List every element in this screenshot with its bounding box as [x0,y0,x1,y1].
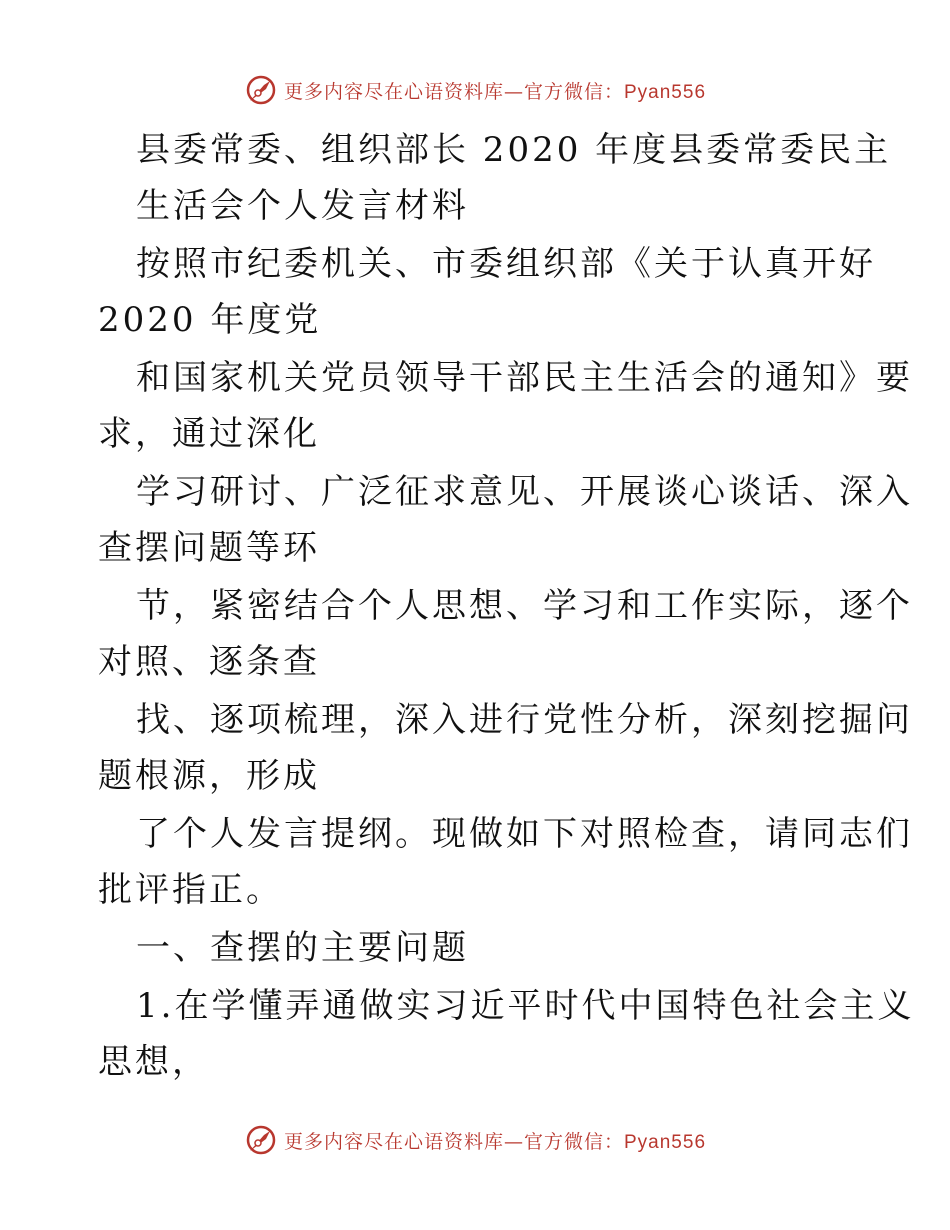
paragraph-line: 题根源，形成 [98,756,320,796]
title-line-2: 生活会个人发言材料 [136,186,469,226]
paragraph-line: 学习研讨、广泛征求意见、开展谈心谈话、深入 [136,472,913,512]
paragraph-line: 找、逐项梳理，深入进行党性分析，深刻挖掘问 [136,700,913,740]
paragraph-line: 按照市纪委机关、市委组织部《关于认真开好 [136,244,876,284]
paragraph-line: 查摆问题等环 [98,528,320,568]
paragraph-line: 批评指正。 [98,870,283,910]
header-banner-text [284,77,706,104]
footer-banner-wechat: 官方微信：Pyan556 [524,1131,707,1153]
title-line-1: 县委常委、组织部长 2020 年度县委常委民主 [136,130,892,170]
paragraph-line: 思想， [98,1042,209,1082]
paragraph-line: 节，紧密结合个人思想、学习和工作实际，逐个 [136,586,913,626]
paragraph-line: 和国家机关党员领导干部民主生活会的通知》要 [136,358,913,398]
quill-logo-icon [244,73,278,107]
section-heading: 一、查摆的主要问题 [136,928,469,968]
header-banner-main: 更多内容尽在心语资料库 [283,80,504,103]
quill-logo-icon [244,1123,278,1157]
header-banner-wechat: 官方微信：Pyan556 [524,81,707,103]
footer-banner-main: 更多内容尽在心语资料库 [283,1130,504,1153]
footer-banner-text [284,1127,706,1154]
header-banner-sep: — [504,80,524,103]
paragraph-line: 2020 年度党 [98,300,322,340]
footer-banner-sep: — [504,1130,524,1153]
footer-watermark-banner [0,1122,950,1158]
paragraph-line: 了个人发言提纲。现做如下对照检查，请同志们 [136,814,913,854]
paragraph-line: 1.在学懂弄通做实习近平时代中国特色社会主义 [136,986,915,1026]
paragraph-line: 求，通过深化 [98,414,320,454]
paragraph-line: 对照、逐条查 [98,642,320,682]
header-watermark-banner [0,72,950,108]
